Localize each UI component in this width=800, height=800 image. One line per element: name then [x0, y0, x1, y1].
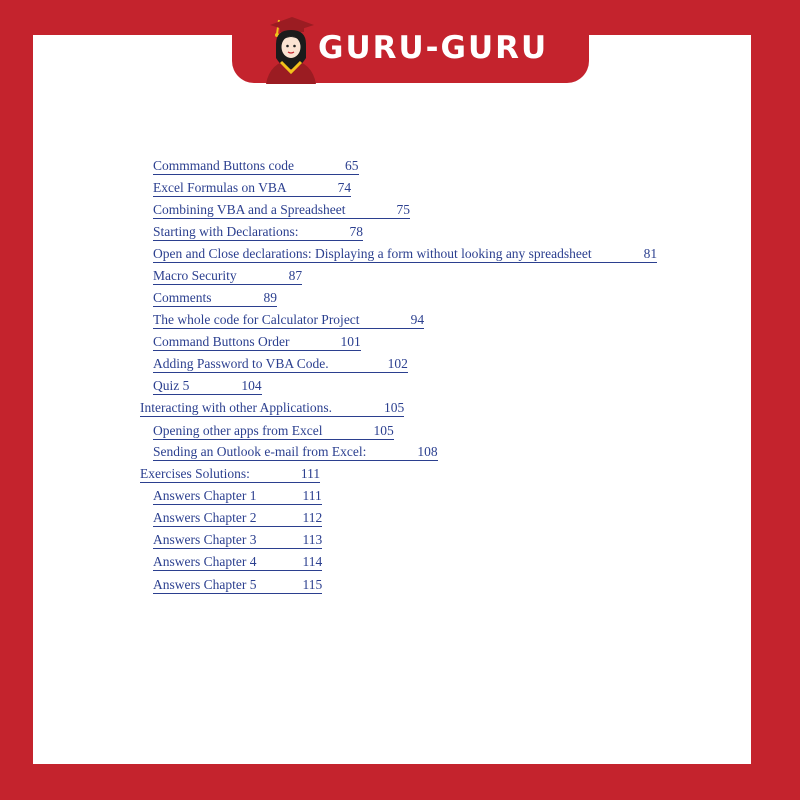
- toc-entry-page-number: 111: [300, 466, 321, 481]
- toc-entry[interactable]: [153, 290, 277, 307]
- toc-entry[interactable]: [153, 554, 322, 571]
- toc-entry-title: Exercises Solutions:: [140, 466, 250, 481]
- toc-entry[interactable]: [153, 577, 322, 594]
- toc-entry[interactable]: [153, 334, 361, 351]
- toc-entry-title: Excel Formulas on VBA: [153, 180, 287, 195]
- toc-entry-title: Answers Chapter 4: [153, 554, 257, 569]
- toc-entry-page-number: 111: [302, 488, 322, 503]
- toc-entry[interactable]: [153, 224, 363, 241]
- toc-entry[interactable]: [153, 246, 657, 263]
- toc-entry[interactable]: [153, 378, 262, 395]
- toc-entry[interactable]: [153, 532, 322, 549]
- toc-entry-page-number: 94: [410, 312, 425, 327]
- toc-entry-title: Answers Chapter 2: [153, 510, 257, 525]
- toc-entry-page-number: 101: [340, 334, 361, 349]
- toc-entry-title: The whole code for Calculator Project: [153, 312, 360, 327]
- toc-entry-page-number: 74: [337, 180, 352, 195]
- toc-entry-page-number: 78: [349, 224, 363, 239]
- toc-entry-title: Interacting with other Applications.: [140, 400, 332, 415]
- toc-entry[interactable]: [153, 180, 351, 197]
- toc-entry-title: Starting with Declarations:: [153, 224, 299, 239]
- toc-entry[interactable]: [153, 510, 322, 527]
- toc-entry-title: Answers Chapter 1: [153, 488, 257, 503]
- brand-name: GURU-GURU: [318, 30, 549, 66]
- toc-entry-page-number: 104: [241, 378, 262, 393]
- toc-entry[interactable]: [153, 488, 322, 505]
- toc-entry-page-number: 108: [417, 444, 438, 459]
- toc-entry-title: Macro Security: [153, 268, 237, 283]
- toc-entry-page-number: 105: [373, 423, 394, 438]
- toc-entry-title: Commmand Buttons code: [153, 158, 294, 173]
- toc-entry-page-number: 75: [396, 202, 410, 217]
- toc-entry-page-number: 105: [383, 400, 405, 415]
- toc-entry[interactable]: [153, 268, 302, 285]
- toc-entry[interactable]: [153, 444, 438, 461]
- toc-entry-title: Adding Password to VBA Code.: [153, 356, 329, 371]
- toc-entry[interactable]: [140, 400, 404, 417]
- toc-entry-page-number: 65: [345, 158, 359, 173]
- toc-entry[interactable]: [153, 202, 410, 219]
- toc-entry[interactable]: [153, 423, 394, 440]
- toc-entry-title: Quiz 5: [153, 378, 190, 393]
- hijab-graduate-mascot-icon: [262, 14, 320, 84]
- toc-entry-title: Open and Close declarations: Displaying a form without looking any spreadsheet: [153, 246, 592, 261]
- toc-entry-page-number: 112: [302, 510, 323, 525]
- toc-entry-page-number: 102: [387, 356, 408, 371]
- toc-entry-title: Answers Chapter 3: [153, 532, 257, 547]
- toc-entry-page-number: 89: [263, 290, 278, 305]
- toc-entry-page-number: 114: [302, 554, 323, 569]
- toc-entry-title: Sending an Outlook e-mail from Excel:: [153, 444, 367, 459]
- toc-entry-page-number: 113: [302, 532, 323, 547]
- toc-entry[interactable]: [153, 356, 408, 373]
- toc-entry[interactable]: [153, 158, 359, 175]
- toc-entry[interactable]: [153, 312, 424, 329]
- toc-entry-title: Answers Chapter 5: [153, 577, 257, 592]
- toc-entry-title: Combining VBA and a Spreadsheet: [153, 202, 346, 217]
- toc-entry-page-number: 81: [643, 246, 658, 261]
- toc-entry-title: Opening other apps from Excel: [153, 423, 323, 438]
- toc-entry-title: Command Buttons Order: [153, 334, 290, 349]
- toc-entry-page-number: 87: [288, 268, 303, 283]
- toc-entry[interactable]: [140, 466, 320, 483]
- toc-entry-title: Comments: [153, 290, 212, 305]
- toc-entry-page-number: 115: [302, 577, 323, 592]
